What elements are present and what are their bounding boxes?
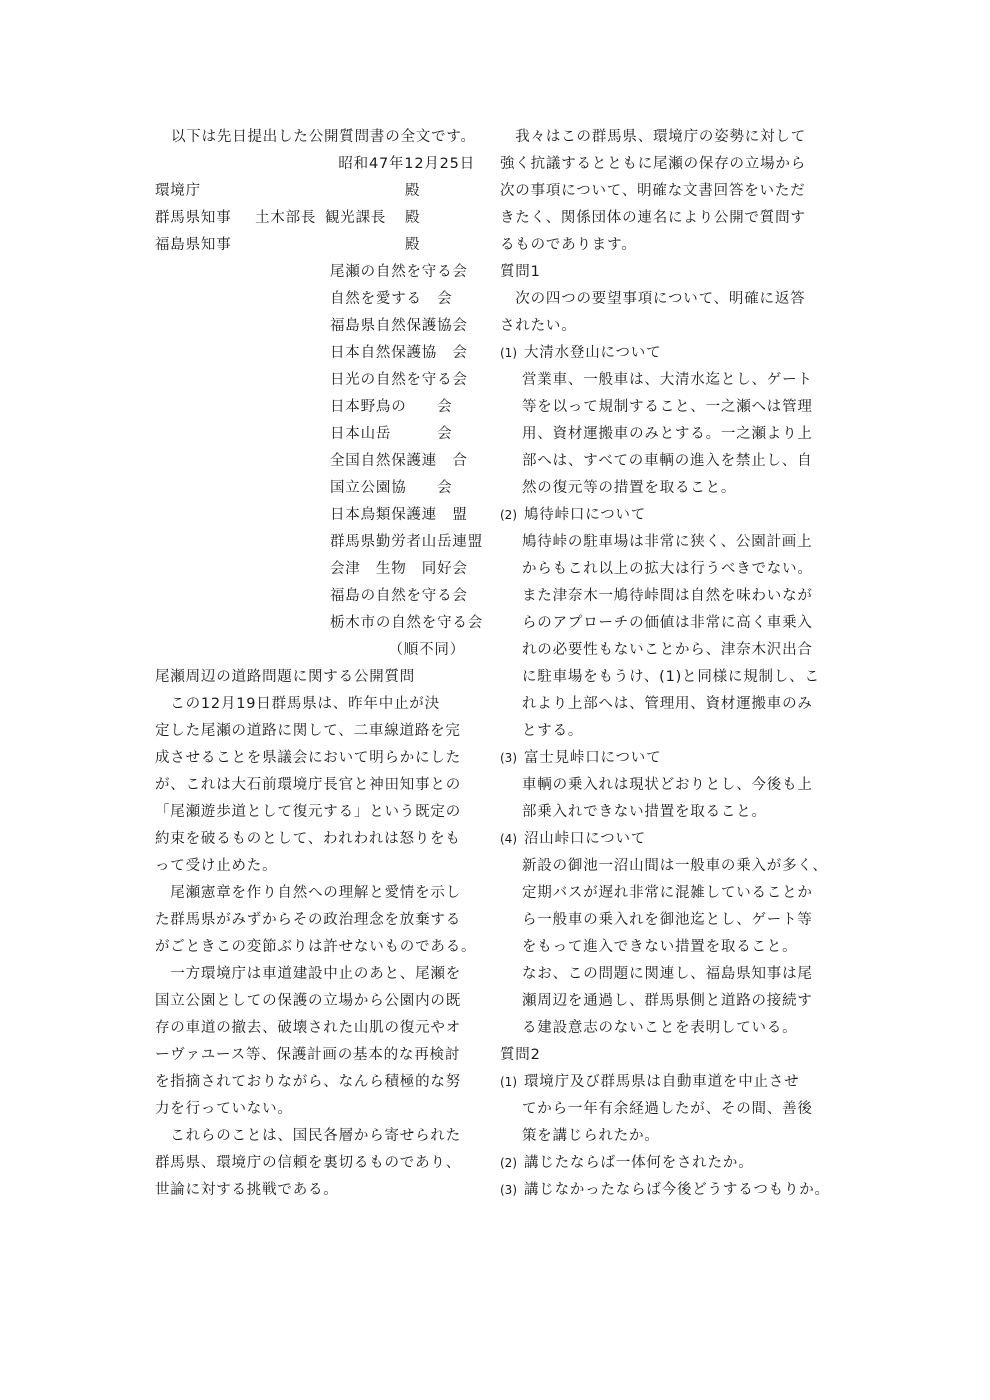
item-number: (2) [500, 508, 517, 522]
addressee-block [155, 178, 485, 259]
question-1-item [500, 826, 840, 1042]
item-line: 環境庁及び群馬県は自動車道を中止させ [524, 1074, 800, 1090]
item-line: る建設意志のないことを表明している。 [522, 1020, 798, 1036]
item-line: 講じなかったならば今後どうするつもりか。 [524, 1182, 830, 1198]
body-line: 定した尾瀬の道路に関して、二車線道路を完 [155, 723, 461, 739]
question-1-item [500, 745, 840, 826]
item-number: (2) [500, 1156, 517, 1170]
question-2-item [500, 1069, 840, 1150]
item-title: 鳩待峠口について [524, 507, 647, 523]
item-number: (1) [500, 1075, 517, 1089]
item-line: 策を講じられたか。 [522, 1128, 660, 1144]
body-line: きたく、関係団体の連名により公開で質問す [500, 210, 806, 226]
question-1-item [500, 502, 840, 745]
item-line: 営業車、一般車は、大清水迄とし、ゲート [522, 372, 813, 388]
item-line: 然の復元等の措置を取ること。 [522, 480, 737, 496]
body-line: 存の車道の撤去、破壊された山肌の復元やオ [155, 1020, 461, 1036]
body-line: 国立公園としての保護の立場から公園内の既 [155, 993, 461, 1009]
organization-item: 群馬県勤労者山岳連盟 [330, 534, 483, 550]
item-number: (3) [500, 1183, 517, 1197]
question-1-item [500, 340, 840, 502]
item-line: 用、資材運搬車のみとする。一之瀬より上 [522, 426, 813, 442]
organization-item: 会津 生物 同好会 [330, 561, 468, 577]
organization-item: 日光の自然を守る会 [330, 372, 468, 388]
addressee-row: 環境庁 殿 [155, 183, 421, 199]
item-heading [500, 826, 840, 853]
item-heading [500, 745, 840, 772]
organization-item: 福島の自然を守る会 [330, 588, 468, 604]
item-line: 定期バスが遅れ非常に混雑していることか [522, 885, 813, 901]
organization-item: 日本野鳥の 会 [330, 399, 453, 415]
left-body-text [155, 691, 485, 1204]
body-line: 成させることを県議会において明らかにした [155, 750, 461, 766]
item-line: に駐車場をもうけ、(1)と同様に規制し、こ [522, 669, 820, 685]
body-line: ーヴァユース等、保護計画の基本的な再検討 [155, 1047, 461, 1063]
addressee-row: 福島県知事 殿 [155, 237, 421, 253]
item-line: 車輌の乗入れは現状どおりとし、今後も上 [522, 777, 813, 793]
question-2-item [500, 1150, 840, 1177]
body-line: 尾瀬憲章を作り自然への理解と愛情を示し [155, 885, 461, 901]
body-line: 次の四つの要望事項について、明確に返答 [500, 291, 806, 307]
item-title: 沼山峠口について [524, 831, 647, 847]
item-line: 部乗入れできない措置を取ること。 [522, 804, 767, 820]
body-line: 力を行っていない。 [155, 1101, 293, 1117]
body-line: 約束を破るものとして、われわれは怒りをも [155, 831, 461, 847]
body-line: されたい。 [500, 318, 577, 334]
body-line: がごときこの変節ぶりは許せないものである。 [155, 939, 477, 955]
item-line: 鳩待峠の駐車場は非常に狭く、公園計画上 [522, 534, 813, 550]
question-1-title: 質問1 [500, 264, 541, 280]
addressee-row: 群馬県知事 土木部長 観光課長 殿 [155, 210, 421, 226]
item-line: また津奈木一鳩待峠間は自然を味わいなが [522, 588, 813, 604]
item-line: 等を以って規制すること、一之瀬へは管理 [522, 399, 813, 415]
item-title: 大清水登山について [524, 345, 662, 361]
item-line: 部へは、すべての車輌の進入を禁止し、自 [522, 453, 813, 469]
organization-item: 栃木市の自然を守る会 [330, 615, 483, 631]
organization-item: 日本山岳 会 [330, 426, 453, 442]
item-line: なお、この問題に関連し、福島県知事は尾 [522, 966, 813, 982]
body-line: 強く抗議するとともに尾瀬の保存の立場から [500, 156, 806, 172]
body-line: って受け止めた。 [155, 858, 278, 874]
date-line: 昭和47年12月25日 [338, 156, 475, 172]
body-line: 我々はこの群馬県、環境庁の姿勢に対して [500, 129, 806, 145]
organization-item: 全国自然保護連 合 [330, 453, 468, 469]
body-line: るものであります。 [500, 237, 637, 253]
body-line: これらのことは、国民各層から寄せられた [155, 1128, 461, 1144]
item-line: ら一般車の乗入れを御池迄とし、ゲート等 [522, 912, 813, 928]
order-note: （順不同） [388, 642, 465, 658]
organization-item: 尾瀬の自然を守る会 [330, 264, 468, 280]
organization-item: 国立公園協 会 [330, 480, 453, 496]
item-heading [500, 340, 840, 367]
body-line: 群馬県、環境庁の信頼を裏切るものであり、 [155, 1155, 461, 1171]
body-line: この12月19日群馬県は、昨年中止が決 [155, 696, 440, 712]
body-line: を指摘されておりながら、なんら積極的な努 [155, 1074, 461, 1090]
body-line: た群馬県がみずからその政治理念を放棄する [155, 912, 461, 928]
item-number: (3) [500, 751, 517, 765]
item-line: をもって進入できない措置を取ること。 [522, 939, 798, 955]
organization-item: 日本自然保護協 会 [330, 345, 468, 361]
item-line: 新設の御池一沼山間は一般車の乗入が多く、 [522, 858, 828, 874]
organization-item: 日本鳥類保護連 盟 [330, 507, 468, 523]
body-line: 一方環境庁は車道建設中止のあと、尾瀬を [155, 966, 461, 982]
item-line: 瀬周辺を通過し、群馬県側と道路の接続す [522, 993, 813, 1009]
document-heading: 尾瀬周辺の道路問題に関する公開質問 [155, 669, 416, 685]
question-2-title: 質問2 [500, 1047, 541, 1063]
item-number: (1) [500, 346, 517, 360]
organization-item: 福島県自然保護協会 [330, 318, 468, 334]
question-2-item [500, 1177, 840, 1204]
item-line: れより上部へは、管理用、資材運搬車のみ [522, 696, 813, 712]
item-line: とする。 [522, 723, 584, 739]
item-heading [500, 502, 840, 529]
item-line: てから一年有余経過したが、その間、善後 [522, 1101, 813, 1117]
right-intro-text [500, 124, 840, 259]
item-line: 講じたならば一体何をされたか。 [524, 1155, 754, 1171]
body-line: が、これは大石前環境庁長官と神田知事との [155, 777, 461, 793]
item-title: 富士見峠口について [524, 750, 662, 766]
item-line: れの必要性もないことから、津奈木沢出合 [522, 642, 813, 658]
left-column [155, 124, 485, 1204]
right-column [500, 124, 840, 1204]
organization-list [155, 259, 485, 664]
item-line: らのアプローチの価値は非常に高く車乗入 [522, 615, 813, 631]
item-number: (4) [500, 832, 517, 846]
body-line: 次の事項について、明確な文書回答をいただ [500, 183, 806, 199]
intro-line: 以下は先日提出した公開質問書の全文です。 [171, 129, 476, 145]
organization-item: 自然を愛する 会 [330, 291, 453, 307]
item-line: からもこれ以上の拡大は行うべきでない。 [522, 561, 813, 577]
body-line: 世論に対する挑戦である。 [155, 1182, 339, 1198]
body-line: 「尾瀬遊歩道として復元する」という既定の [155, 804, 461, 820]
